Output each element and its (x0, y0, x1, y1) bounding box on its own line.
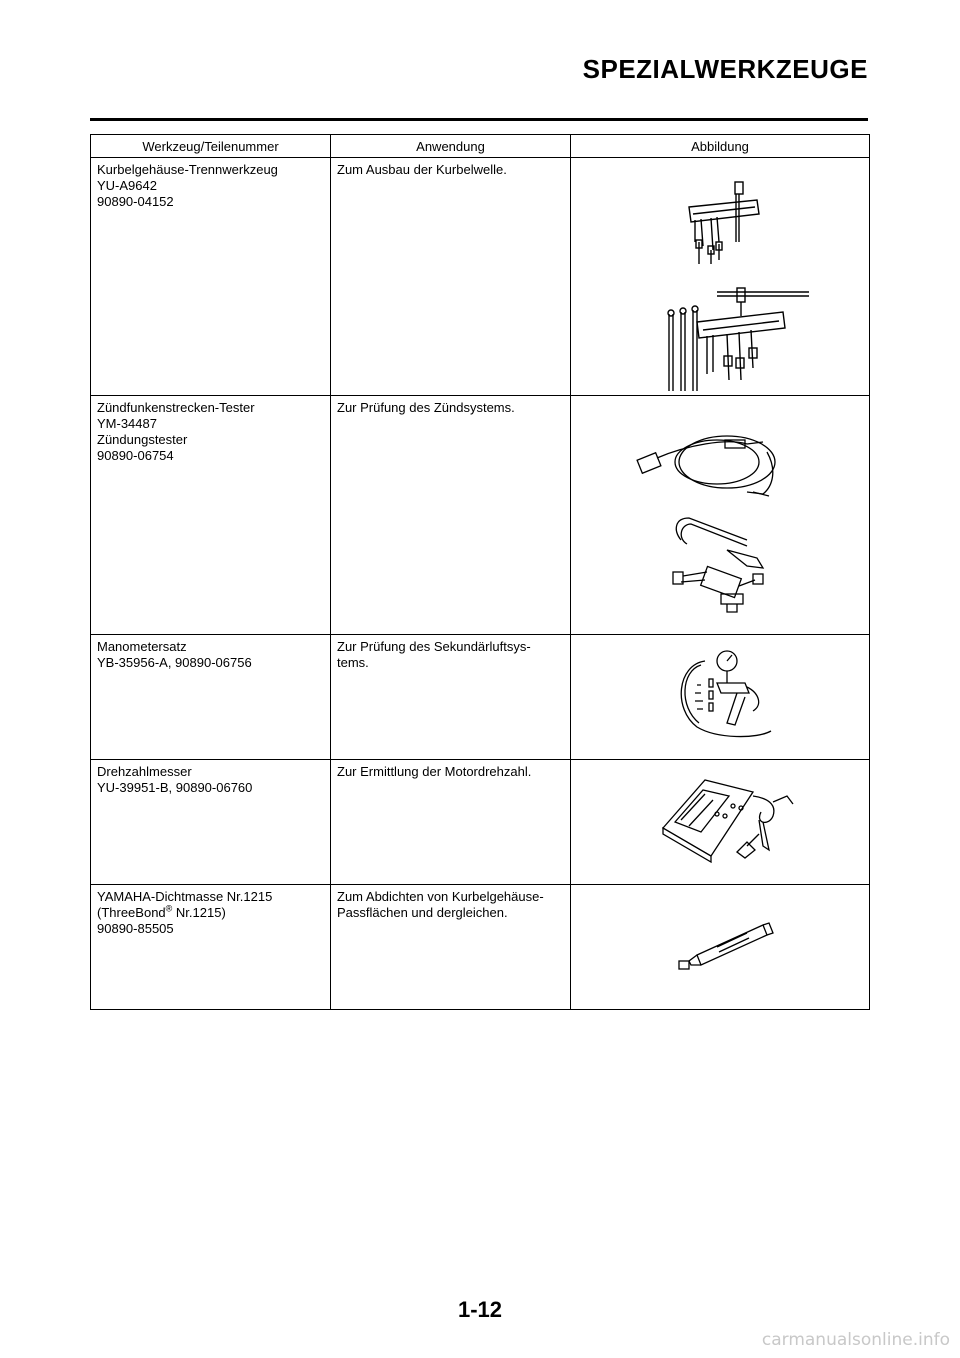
tool-part-number: YB-35956-A, 90890-06756 (97, 655, 252, 670)
illustration-cell (571, 760, 870, 885)
illustration-cell (571, 396, 870, 635)
tool-part-number: 90890-04152 (97, 194, 174, 209)
sealant-tube-icon (577, 889, 874, 1005)
use-text: Zur Ermittlung der Motordrehzahl. (337, 764, 532, 779)
column-header-tool: Werkzeug/Teilenummer (91, 135, 331, 158)
tool-name: Kurbelgehäuse-Trennwerkzeug (97, 162, 278, 177)
table-row (91, 396, 870, 635)
illustration-cell (571, 635, 870, 760)
use-text: Zur Prüfung des Sekundärluftsys- (337, 639, 531, 654)
registered-mark: ® (165, 903, 173, 914)
illustration-cell (571, 158, 870, 396)
tool-name: Drehzahlmesser (97, 764, 192, 779)
pressure-gauge-icon (577, 639, 874, 755)
use-cell (331, 158, 571, 396)
tool-cell (91, 635, 331, 760)
use-cell (331, 885, 571, 1010)
column-header-illustration: Abbildung (571, 135, 870, 158)
table-row (91, 635, 870, 760)
page-title: SPEZIALWERKZEUGE (582, 54, 868, 84)
tool-cell (91, 760, 331, 885)
threebond-label: (ThreeBond (97, 905, 166, 920)
tool-cell (91, 396, 331, 635)
table-header-row (91, 135, 870, 158)
tool-cell (91, 158, 331, 396)
use-cell (331, 760, 571, 885)
special-tools-table (90, 134, 870, 1010)
use-text: tems. (337, 655, 369, 670)
header-rule (90, 118, 868, 121)
use-text: Zur Prüfung des Zündsystems. (337, 400, 515, 415)
illustration-cell (571, 885, 870, 1010)
tool-part-number: 90890-85505 (97, 921, 174, 936)
table-row (91, 158, 870, 396)
tool-part-number: 90890-06754 (97, 448, 174, 463)
column-header-use: Anwendung (331, 135, 571, 158)
tool-name: Zündfunkenstrecken-Tester (97, 400, 255, 415)
threebond-number: Nr.1215) (175, 905, 226, 920)
tool-cell (91, 885, 331, 1010)
ignition-tester-icon (577, 400, 874, 630)
page-header (90, 54, 868, 124)
use-cell (331, 635, 571, 760)
tool-name: Manometersatz (97, 639, 187, 654)
table-row (91, 885, 870, 1010)
tachometer-icon (577, 764, 874, 880)
tool-part-number: YU-39951-B, 90890-06760 (97, 780, 253, 795)
tool-name: YAMAHA-Dichtmasse Nr.1215 (97, 889, 273, 904)
tool-name: Zündungstester (97, 432, 188, 447)
use-text: Zum Abdichten von Kurbelgehäuse- (337, 889, 544, 904)
use-cell (331, 396, 571, 635)
watermark: carmanualsonline.info (761, 1330, 950, 1350)
table-row (91, 760, 870, 885)
tool-name-threebond (97, 905, 324, 921)
use-text: Passflächen und dergleichen. (337, 905, 508, 920)
crankcase-separator-icon (577, 162, 874, 391)
use-text: Zum Ausbau der Kurbelwelle. (337, 162, 507, 177)
tool-part-number: YU-A9642 (97, 178, 157, 193)
page-number: 1-12 (457, 1297, 503, 1322)
tool-part-number: YM-34487 (97, 416, 157, 431)
